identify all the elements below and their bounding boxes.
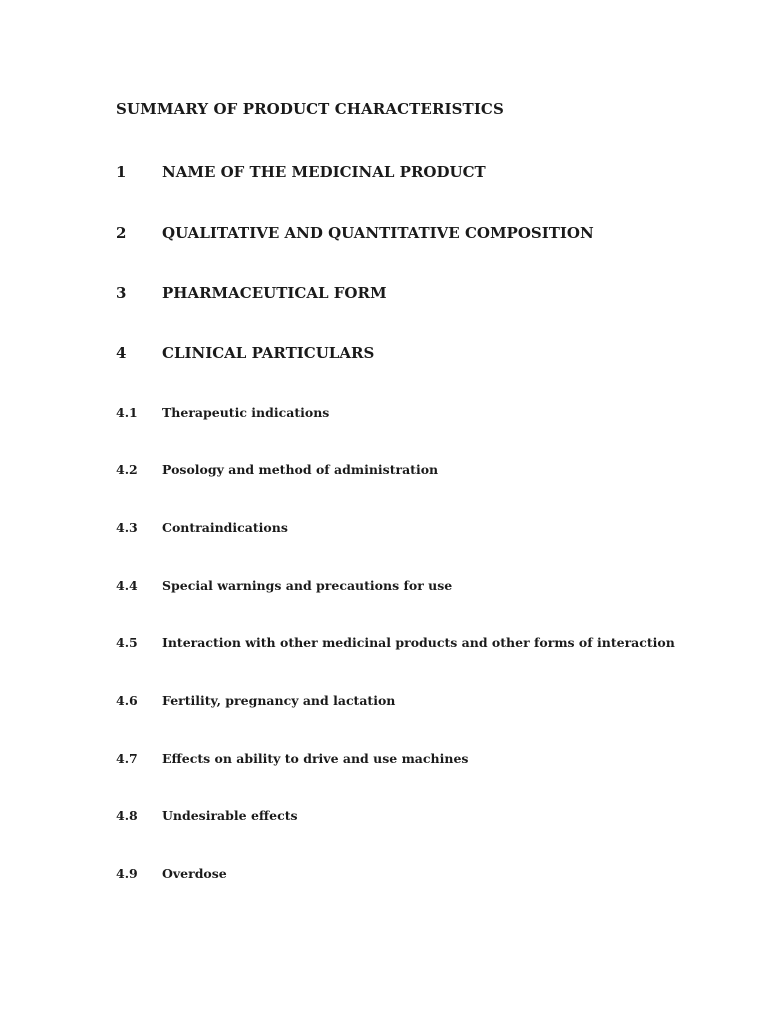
section-number: 2 [116,224,127,242]
subsection-title: Special warnings and precautions for use [162,578,453,593]
subsection-number: 4.5 [116,635,138,650]
section-number: 1 [116,163,127,181]
section-title: QUALITATIVE AND QUANTITATIVE COMPOSITION [162,224,594,242]
subsection-title: Undesirable effects [162,808,298,823]
subsection-title: Therapeutic indications [162,405,330,420]
subsection-title: Contraindications [162,520,288,535]
subsection-number: 4.2 [116,462,138,477]
document-title: SUMMARY OF PRODUCT CHARACTERISTICS [116,100,504,118]
section-number: 3 [116,284,127,302]
subsection-title: Overdose [162,866,227,881]
subsection-title: Interaction with other medicinal products and other forms of interaction [162,635,675,650]
subsection-number: 4.4 [116,578,138,593]
subsection-number: 4.3 [116,520,138,535]
subsection-number: 4.8 [116,808,138,823]
subsection-number: 4.1 [116,405,138,420]
section-title: PHARMACEUTICAL FORM [162,284,387,302]
subsection-number: 4.7 [116,751,138,766]
subsection-number: 4.6 [116,693,138,708]
subsection-title: Posology and method of administration [162,462,439,477]
subsection-number: 4.9 [116,866,138,881]
subsection-title: Effects on ability to drive and use machines [162,751,469,766]
section-title: NAME OF THE MEDICINAL PRODUCT [162,163,486,181]
section-number: 4 [116,344,127,362]
subsection-title: Fertility, pregnancy and lactation [162,693,396,708]
section-title: CLINICAL PARTICULARS [162,344,375,362]
